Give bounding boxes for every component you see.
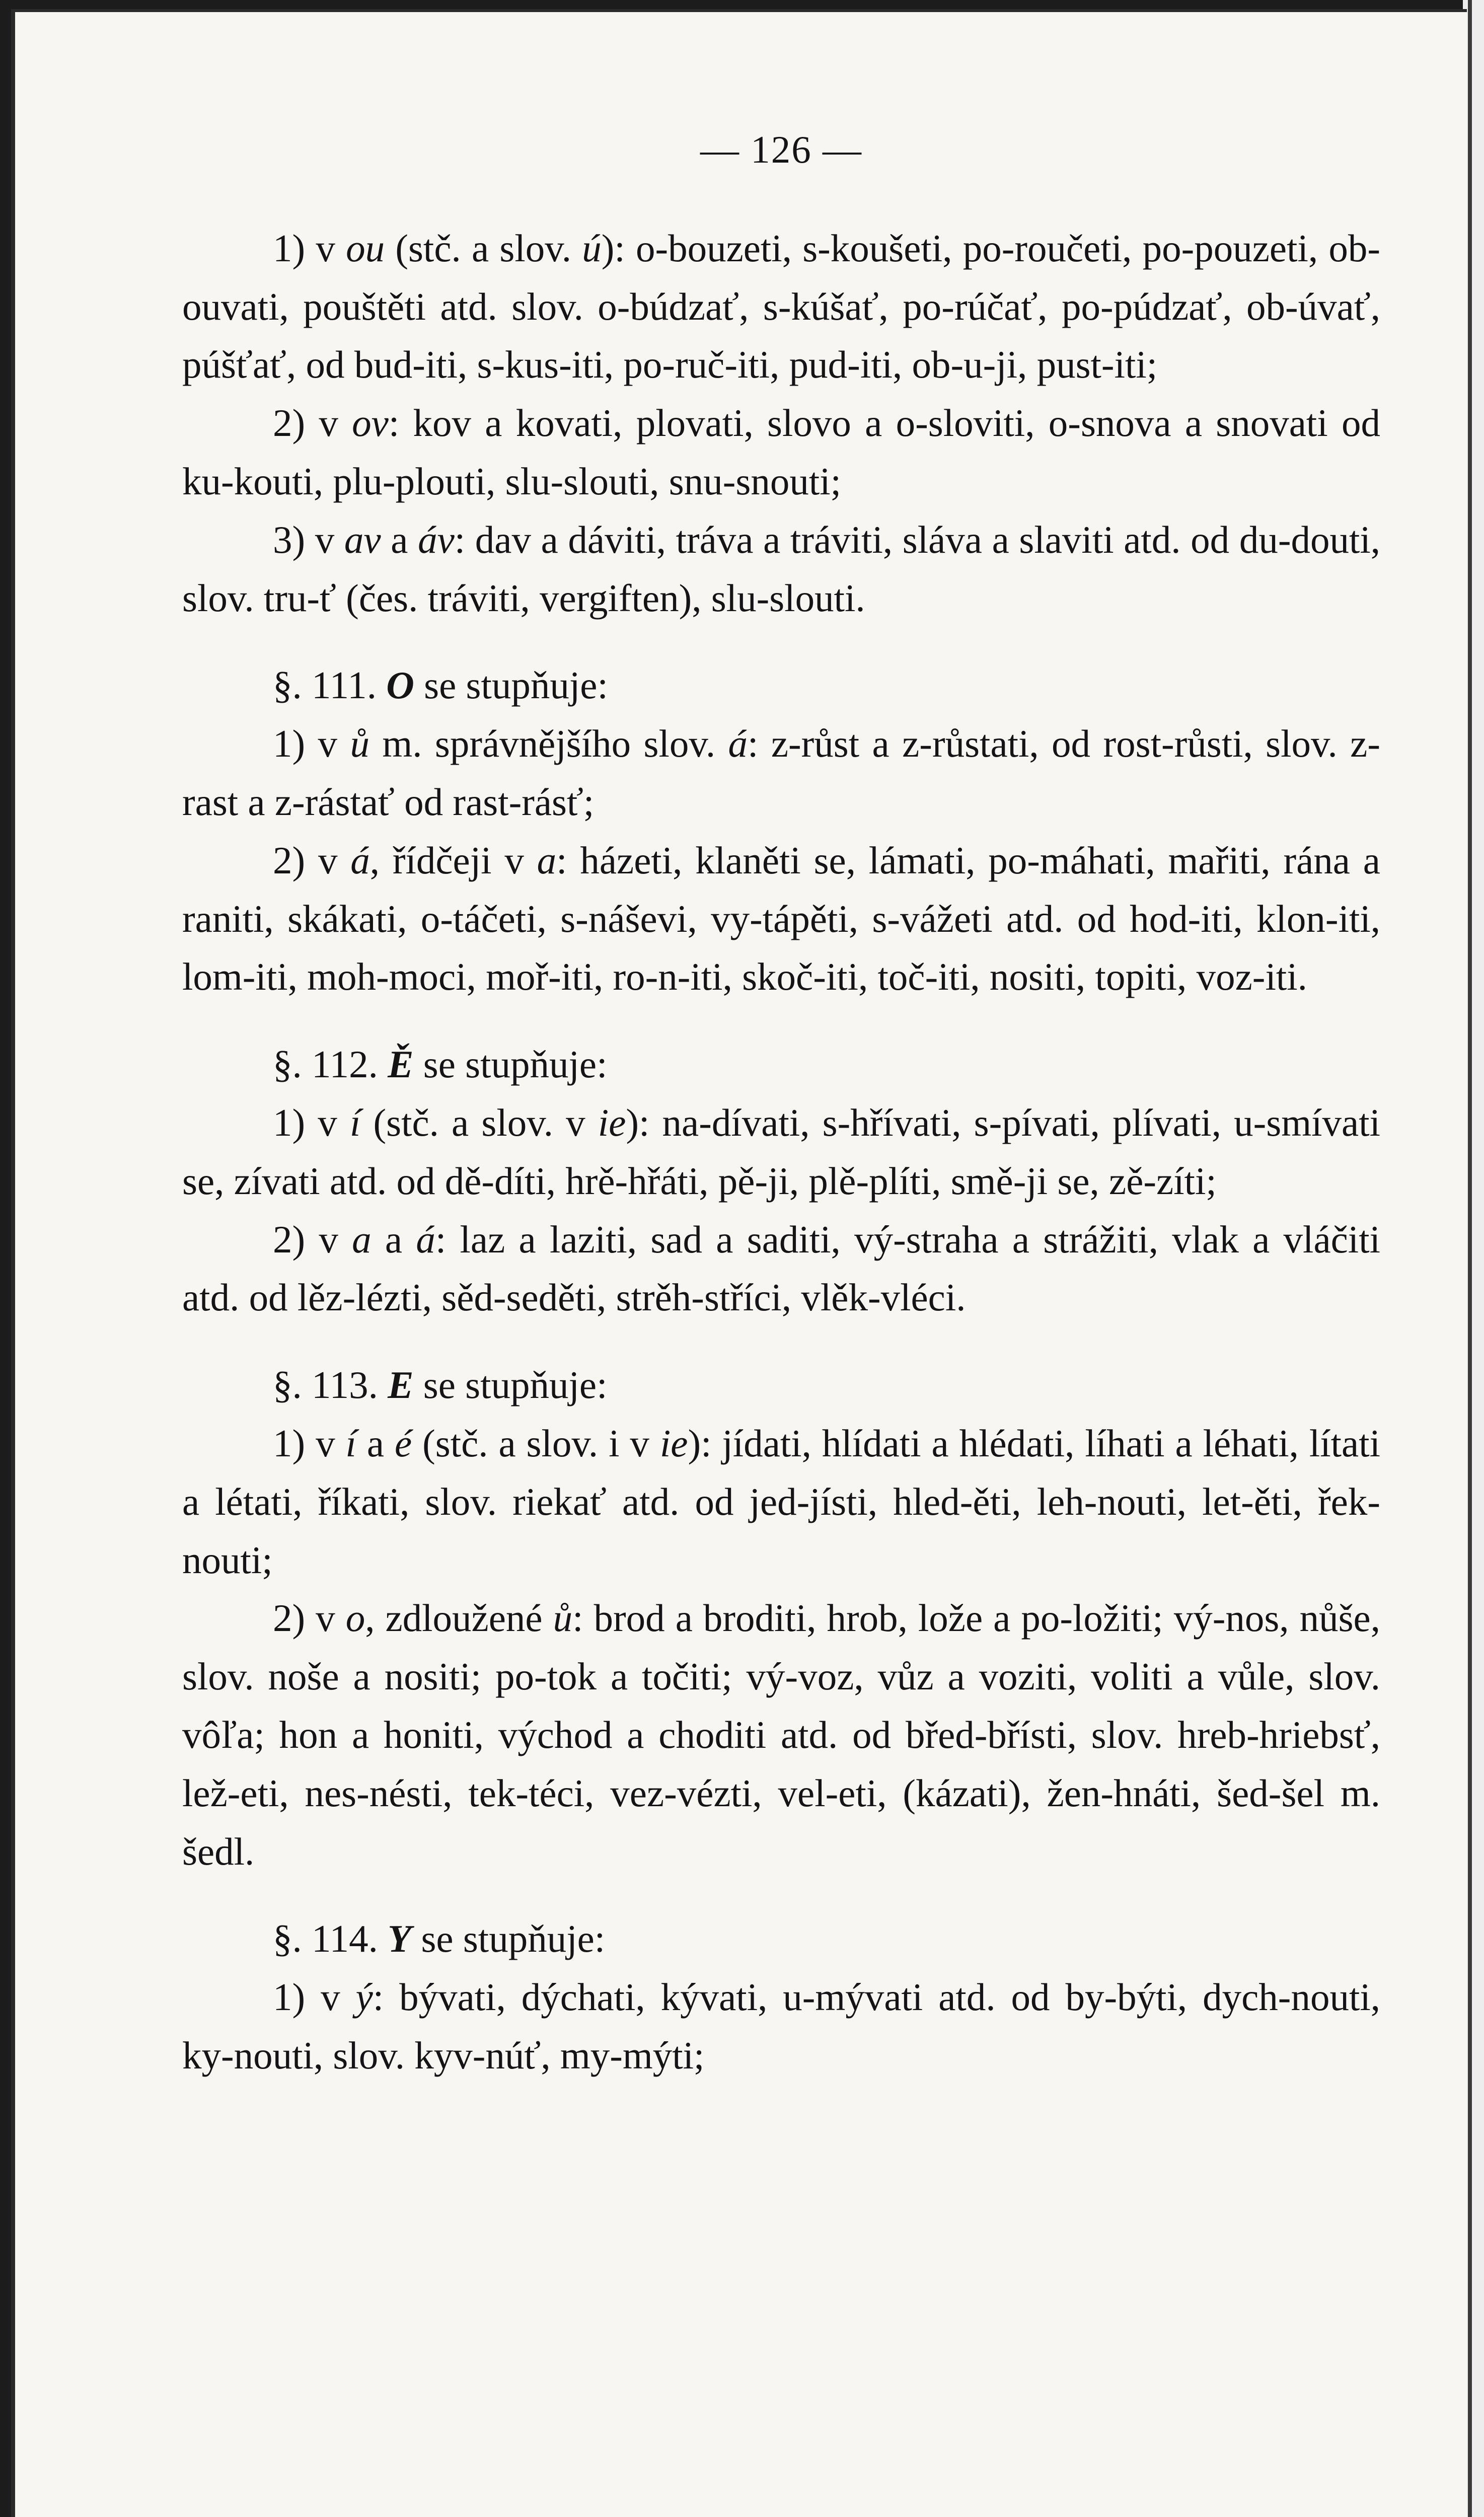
text-run: ): jídati, hlídati a hlédati, líhati a léhati, lítati a létati, říkati, slov. riekať atd. od jed-jísti, hled-ěti, leh-nouti, let-ěti, řek-nouti; bbox=[182, 1421, 1380, 1582]
text-run: (stč. a slov. bbox=[385, 226, 582, 270]
paragraph bbox=[182, 1968, 1380, 2085]
text-run: : z-růst a z-růstati, od rost-růsti, slov. z-rast a z-rástať od rast-rásť; bbox=[182, 722, 1380, 824]
paragraph bbox=[182, 394, 1380, 511]
text-run: m. správnějšího slov. bbox=[369, 722, 728, 766]
text-run: 2) v bbox=[273, 838, 351, 882]
paragraph bbox=[182, 1094, 1380, 1211]
section-heading bbox=[182, 1910, 1380, 1968]
section-heading bbox=[182, 656, 1380, 715]
italic-term: av bbox=[344, 517, 381, 561]
text-run: 2) v bbox=[273, 1217, 352, 1261]
italic-term: ů bbox=[553, 1596, 573, 1640]
text-run: se stupňuje: bbox=[413, 1043, 608, 1086]
text-run: 1) v bbox=[273, 226, 346, 270]
paragraph bbox=[182, 511, 1380, 628]
italic-term: o bbox=[345, 1596, 365, 1640]
italic-term: ie bbox=[598, 1100, 626, 1144]
italic-term: a bbox=[352, 1217, 372, 1261]
heading-letter: E bbox=[388, 1363, 414, 1407]
text-run: se stupňuje: bbox=[411, 1917, 606, 1961]
paragraph bbox=[182, 1415, 1380, 1589]
italic-term: é bbox=[394, 1421, 412, 1465]
text-run: 2) v bbox=[273, 1596, 346, 1640]
text-run: , řídčeji v bbox=[369, 838, 537, 882]
text-run: 1) v bbox=[273, 1975, 356, 2019]
text-run: a bbox=[371, 1217, 416, 1261]
heading-letter: Ě bbox=[388, 1043, 414, 1086]
heading-letter: O bbox=[386, 663, 414, 707]
text-run: : laz a laziti, sad a saditi, vý-straha a strážiti, vlak a vláčiti atd. od lěz-lézti, sěd-seděti, strěh-stříci, vlěk-vléci. bbox=[182, 1217, 1380, 1319]
text-run: 1) v bbox=[273, 722, 350, 766]
italic-term: áv bbox=[418, 517, 455, 561]
text-run: se stupňuje: bbox=[413, 1363, 608, 1407]
heading-letter: Y bbox=[388, 1917, 412, 1961]
paragraph bbox=[182, 219, 1380, 394]
page-text bbox=[182, 121, 1380, 2085]
paragraph bbox=[182, 832, 1380, 1006]
text-run: a bbox=[356, 1421, 395, 1465]
italic-term: ov bbox=[352, 401, 389, 445]
text-run: : bývati, dýchati, kývati, u-mývati atd. od by-býti, dych-nouti, ky-nouti, slov. kyv-núť, my-mýti; bbox=[182, 1975, 1380, 2077]
italic-term: ů bbox=[350, 722, 369, 766]
text-run: (stč. a slov. v bbox=[360, 1100, 598, 1144]
text-run: §. 111. bbox=[273, 663, 387, 707]
italic-term: á bbox=[416, 1217, 435, 1261]
page-number: — 126 — bbox=[700, 128, 862, 171]
paragraph bbox=[182, 715, 1380, 832]
italic-term: a bbox=[537, 838, 557, 882]
italic-term: ie bbox=[659, 1421, 688, 1465]
text-run: a bbox=[381, 517, 418, 561]
italic-term: í bbox=[349, 1100, 361, 1144]
text-run: §. 113. bbox=[273, 1363, 388, 1407]
text-run: se stupňuje: bbox=[414, 663, 608, 707]
text-run: : kov a kovati, plovati, slovo a o-sloviti, o-snova a snovati od ku-kouti, plu-plouti, slu-slouti, snu-snouti; bbox=[182, 401, 1380, 503]
text-run: : dav a dáviti, tráva a tráviti, sláva a slaviti atd. od du-douti, slov. tru-ť (čes. tráviti, vergiften), slu-slouti. bbox=[182, 517, 1380, 620]
section-heading bbox=[182, 1356, 1380, 1415]
paragraph bbox=[182, 1589, 1380, 1881]
italic-term: ou bbox=[346, 226, 385, 270]
italic-term: ý bbox=[355, 1975, 373, 2019]
text-run: ): na-dívati, s-hřívati, s-pívati, plívati, u-smívati se, zívati atd. od dě-díti, hrě-hřáti, pě-ji, plě-plíti, smě-ji se, zě-zíti; bbox=[182, 1100, 1380, 1203]
italic-term: í bbox=[345, 1421, 356, 1465]
italic-term: á bbox=[350, 838, 370, 882]
paragraph bbox=[182, 1211, 1380, 1327]
text-run: ): o-bouzeti, s-koušeti, po-roučeti, po-pouzeti, ob-ouvati, pouštěti atd. slov. o-búdzať, s-kúšať, po-rúčať, po-púdzať, ob-úvať, púšťať, od bud-iti, s-kus-iti, po-ruč-iti, pud-iti, ob-u-ji, pust-iti; bbox=[182, 226, 1380, 387]
text-run: : brod a broditi, hrob, lože a po-ložiti; vý-nos, nůše, slov. noše a nositi; po-tok a točiti; vý-voz, vůz a voziti, voliti a vůle, slov. vôľa; hon a honiti, východ a choditi atd. od břed-břísti, slov. hreb-hriebsť, lež-eti, nes-nésti, tek-téci, vez-vézti, vel-eti, (kázati), žen-hnáti, šed-šel m. šedl. bbox=[182, 1596, 1380, 1873]
text-run: : házeti, klaněti se, lámati, po-máhati, mařiti, rána a raniti, skákati, o-táčeti, s-náševi, vy-tápěti, s-vážeti atd. od hod-iti, klon-iti, lom-iti, moh-moci, moř-iti, ro-n-iti, skoč-iti, toč-iti, nositi, topiti, voz-iti. bbox=[182, 838, 1380, 999]
text-run: 1) v bbox=[273, 1421, 346, 1465]
italic-term: ú bbox=[582, 226, 602, 270]
text-run: (stč. a slov. i v bbox=[412, 1421, 660, 1465]
text-run: 2) v bbox=[273, 401, 352, 445]
text-run: , zdloužené bbox=[365, 1596, 553, 1640]
text-run: §. 114. bbox=[273, 1917, 388, 1961]
section-heading bbox=[182, 1035, 1380, 1094]
text-run: §. 112. bbox=[273, 1043, 388, 1086]
paragraph-container bbox=[182, 219, 1380, 2085]
text-run: 1) v bbox=[273, 1100, 350, 1144]
italic-term: á bbox=[728, 722, 748, 766]
text-run: 3) v bbox=[273, 517, 344, 561]
